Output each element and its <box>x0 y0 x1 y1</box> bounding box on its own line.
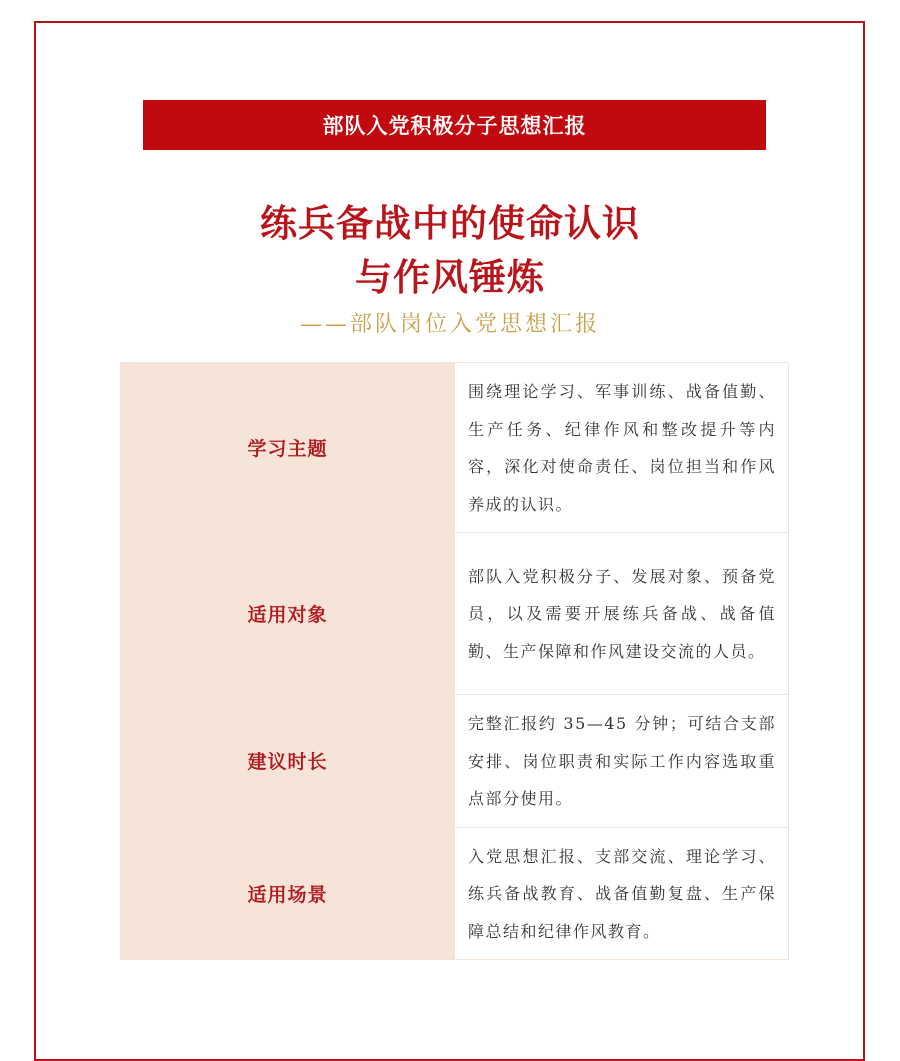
header-banner <box>143 100 766 150</box>
banner-text: 部队入党积极分子思想汇报 <box>322 114 587 138</box>
table-row-duration <box>121 695 789 828</box>
row-desc-topic: 围绕理论学习、军事训练、战备值勤、生产任务、纪律作风和整改提升等内容，深化对使命责任、岗位担当和作风养成的认识。 <box>455 363 789 533</box>
main-title-line-2: 与作风锤炼 <box>355 256 545 299</box>
row-desc-scenario: 入党思想汇报、支部交流、理论学习、练兵备战教育、战备值勤复盘、生产保障总结和纪律作风教育。 <box>455 827 789 960</box>
row-desc-duration: 完整汇报约 35—45 分钟；可结合支部安排、岗位职责和实际工作内容选取重点部分使用。 <box>455 695 789 828</box>
row-label-topic: 学习主题 <box>121 363 455 533</box>
table-row-scenario <box>121 827 789 960</box>
info-table <box>120 362 789 960</box>
table-row-audience <box>121 533 789 695</box>
main-title-line-1: 练兵备战中的使命认识 <box>260 202 640 245</box>
table-row-topic <box>121 363 789 533</box>
row-desc-audience: 部队入党积极分子、发展对象、预备党员，以及需要开展练兵备战、战备值勤、生产保障和作风建设交流的人员。 <box>455 533 789 695</box>
row-label-audience: 适用对象 <box>121 533 455 695</box>
row-label-duration: 建议时长 <box>121 695 455 828</box>
subtitle: ——部队岗位入党思想汇报 <box>299 312 600 337</box>
row-label-scenario: 适用场景 <box>121 827 455 960</box>
